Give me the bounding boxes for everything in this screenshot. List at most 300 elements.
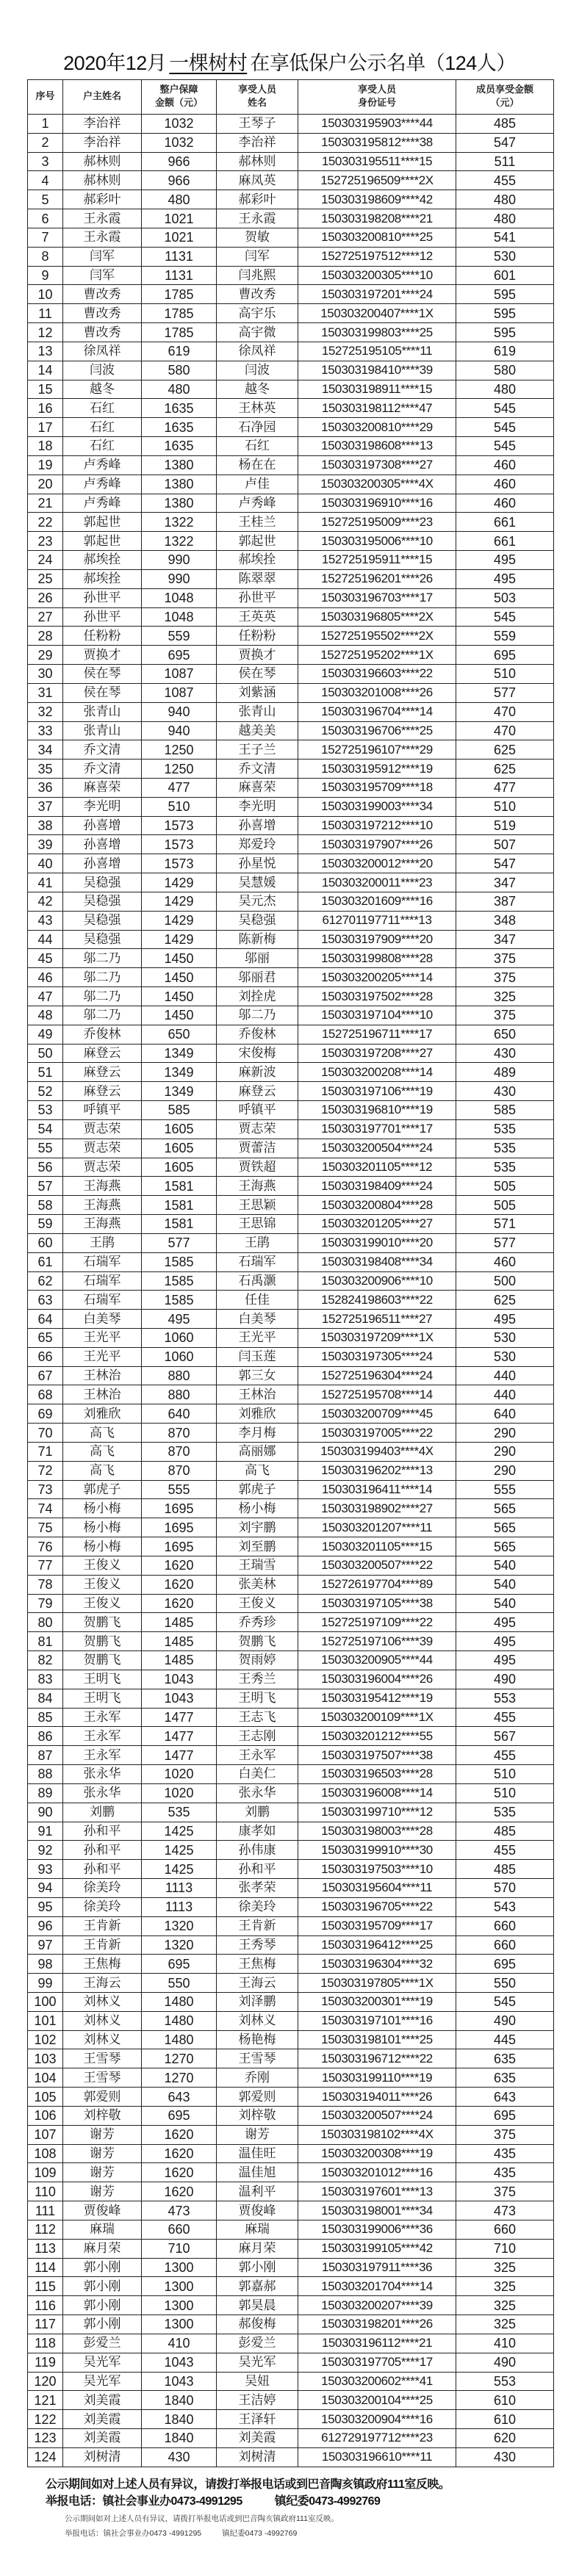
col-index: 99 [28, 1974, 63, 1993]
col-recipient-name: 吴稳强 [217, 911, 298, 930]
col-household-head: 贺鹏飞 [63, 1632, 142, 1651]
col-household-head: 王焦梅 [63, 1955, 142, 1974]
col-recipient-name: 刘鹏 [217, 1803, 298, 1822]
col-household-amount: 1581 [142, 1177, 217, 1196]
phone-discipline-small: 镇纪委0473 -4992769 [222, 2529, 298, 2538]
col-recipient-id: 150303198409****24 [298, 1177, 456, 1196]
col-household-amount: 477 [142, 778, 217, 797]
col-recipient-id: 150303200011****23 [298, 873, 456, 892]
col-recipient-id: 152725196201****26 [298, 569, 456, 588]
col-household-amount: 1585 [142, 1291, 217, 1310]
col-index: 100 [28, 1992, 63, 2011]
table-body [28, 115, 554, 2467]
col-member-amount: 640 [456, 1404, 554, 1424]
col-index: 42 [28, 892, 63, 911]
col-household-amount: 1785 [142, 323, 217, 342]
col-recipient-name: 孙喜增 [217, 816, 298, 835]
col-recipient-name: 李月梅 [217, 1424, 298, 1443]
col-recipient-name: 吴光军 [217, 2353, 298, 2372]
col-member-amount: 480 [456, 209, 554, 228]
col-recipient-name: 谢芳 [217, 2125, 298, 2144]
col-recipient-name: 王永霞 [217, 209, 298, 228]
col-member-amount: 505 [456, 1196, 554, 1215]
col-household-head: 卢秀峰 [63, 455, 142, 475]
col-recipient-name: 曹改秀 [217, 285, 298, 304]
col-household-head: 乔文清 [63, 760, 142, 779]
col-household-head: 刘鹏 [63, 1803, 142, 1822]
table-row [28, 1916, 554, 1935]
col-household-head: 杨小梅 [63, 1537, 142, 1556]
col-recipient-id: 150303195709****18 [298, 778, 456, 797]
col-member-amount: 540 [456, 1575, 554, 1594]
table-row [28, 1291, 554, 1310]
col-household-head: 麻瑞 [63, 2220, 142, 2239]
col-member-amount: 580 [456, 361, 554, 380]
col-index: 121 [28, 2391, 63, 2410]
table-row [28, 1594, 554, 1613]
col-member-amount: 510 [456, 1765, 554, 1784]
col-member-amount: 460 [456, 455, 554, 475]
col-recipient-name: 王洁婷 [217, 2391, 298, 2410]
col-member-amount: 489 [456, 1063, 554, 1082]
col-index: 17 [28, 418, 63, 437]
col-member-amount: 540 [456, 1594, 554, 1613]
col-household-amount: 1620 [142, 1556, 217, 1575]
col-recipient-name: 刘泽鹏 [217, 1992, 298, 2011]
col-recipient-id: 150303197911****36 [298, 2258, 456, 2277]
col-member-amount: 535 [456, 1158, 554, 1177]
col-household-head: 石红 [63, 437, 142, 456]
table-row [28, 854, 554, 873]
col-recipient-name: 王明飞 [217, 1689, 298, 1708]
col-index: 60 [28, 1233, 63, 1252]
col-household-amount: 1250 [142, 760, 217, 779]
col-household-amount: 1425 [142, 1860, 217, 1879]
table-row [28, 1974, 554, 1993]
col-recipient-id: 152725196107****29 [298, 740, 456, 760]
col-recipient-name: 闫波 [217, 361, 298, 380]
footer-phones [46, 2492, 380, 2508]
col-member-amount: 455 [456, 1746, 554, 1765]
col-recipient-name: 吴妞 [217, 2372, 298, 2391]
col-recipient-name: 刘梓敬 [217, 2106, 298, 2125]
col-recipient-id: 150303201105****15 [298, 1537, 456, 1556]
col-member-amount: 460 [456, 494, 554, 513]
col-recipient-id: 150303195412****19 [298, 1689, 456, 1708]
col-household-amount: 1060 [142, 1329, 217, 1348]
col-recipient-id: 150303195604****11 [298, 1879, 456, 1898]
col-member-amount: 495 [456, 551, 554, 570]
col-household-head: 孙和平 [63, 1822, 142, 1841]
col-household-head: 贺鹏飞 [63, 1613, 142, 1632]
table-row [28, 1424, 554, 1443]
col-household-amount: 1322 [142, 513, 217, 532]
col-household-head: 邬二乃 [63, 949, 142, 968]
col-household-head: 刘美霞 [63, 2391, 142, 2410]
col-household-amount: 495 [142, 1310, 217, 1329]
table-row [28, 1025, 554, 1044]
col-recipient-id: 150303196304****32 [298, 1955, 456, 1974]
col-household-head: 王林治 [63, 1385, 142, 1404]
col-recipient-name: 郭小刚 [217, 2258, 298, 2277]
col-recipient-id: 152725197106****39 [298, 1632, 456, 1651]
table-row [28, 1632, 554, 1651]
col-recipient-name: 吴元杰 [217, 892, 298, 911]
col-household-head: 王鹃 [63, 1233, 142, 1252]
table-row [28, 2315, 554, 2334]
col-recipient-id: 150303197701****17 [298, 1119, 456, 1139]
table-row [28, 1822, 554, 1841]
col-recipient-id: 152725195009****23 [298, 513, 456, 532]
col-recipient-id: 150303198003****28 [298, 1822, 456, 1841]
col-member-amount: 535 [456, 1139, 554, 1158]
table-row [28, 2144, 554, 2163]
col-index: 114 [28, 2258, 63, 2277]
col-household-amount: 535 [142, 1803, 217, 1822]
col-household-amount: 1573 [142, 835, 217, 854]
col-household-amount: 1425 [142, 1822, 217, 1841]
col-household-amount: 640 [142, 1404, 217, 1424]
col-member-amount: 430 [456, 2447, 554, 2467]
col-index: 93 [28, 1860, 63, 1879]
col-recipient-id: 150303199803****25 [298, 323, 456, 342]
col-recipient-id: 150303196610****11 [298, 2447, 456, 2467]
col-member-amount: 325 [456, 2296, 554, 2315]
table-row [28, 2447, 554, 2467]
table-row [28, 1063, 554, 1082]
col-member-amount: 661 [456, 513, 554, 532]
col-index: 31 [28, 683, 63, 702]
col-household-amount: 1021 [142, 209, 217, 228]
table-row [28, 2220, 554, 2239]
col-household-amount: 410 [142, 2334, 217, 2353]
col-recipient-id: 152725196304****24 [298, 1366, 456, 1385]
col-member-amount: 375 [456, 1006, 554, 1025]
col-member-amount: 553 [456, 2372, 554, 2391]
col-household-head: 麻登云 [63, 1082, 142, 1101]
col-household-head: 郭小刚 [63, 2258, 142, 2277]
col-household-head: 杨小梅 [63, 1499, 142, 1518]
col-household-head: 吴光军 [63, 2372, 142, 2391]
col-member-amount: 325 [456, 2277, 554, 2296]
col-recipient-id: 150303200905****44 [298, 1651, 456, 1670]
col-household-head: 孙世平 [63, 588, 142, 607]
col-member-amount: 545 [456, 1992, 554, 2011]
col-index: 14 [28, 361, 63, 380]
col-index: 48 [28, 1006, 63, 1025]
col-member-amount: 565 [456, 1537, 554, 1556]
col-household-amount: 1450 [142, 1006, 217, 1025]
col-index: 47 [28, 987, 63, 1006]
col-index: 4 [28, 171, 63, 190]
col-member-amount: 610 [456, 2410, 554, 2429]
col-member-amount: 547 [456, 133, 554, 152]
col-recipient-name: 王桂兰 [217, 513, 298, 532]
col-recipient-id: 150303198208****21 [298, 209, 456, 228]
col-recipient-id: 150303197104****10 [298, 1006, 456, 1025]
col-household-head: 郝林则 [63, 171, 142, 190]
table-row [28, 1252, 554, 1271]
col-household-head: 孙和平 [63, 1841, 142, 1860]
col-household-head: 彭爱兰 [63, 2334, 142, 2353]
col-member-amount: 570 [456, 1879, 554, 1898]
col-household-amount: 473 [142, 2201, 217, 2220]
col-recipient-id: 150303197705****17 [298, 2353, 456, 2372]
col-recipient-id: 152725196711****17 [298, 1025, 456, 1044]
col-household-amount: 1300 [142, 2296, 217, 2315]
col-household-head: 刘雅欣 [63, 1404, 142, 1424]
col-recipient-name: 贾志荣 [217, 1119, 298, 1139]
col-member-amount: 619 [456, 342, 554, 361]
col-recipient-id: 150303196712****22 [298, 2049, 456, 2068]
col-recipient-name: 呼镇平 [217, 1101, 298, 1120]
col-index: 107 [28, 2125, 63, 2144]
col-index: 5 [28, 190, 63, 209]
col-index: 120 [28, 2372, 63, 2391]
table-row [28, 2258, 554, 2277]
col-index: 53 [28, 1101, 63, 1120]
col-member-amount: 387 [456, 892, 554, 911]
phone-label-small: 举报电话： [65, 2529, 104, 2538]
col-member-amount: 559 [456, 627, 554, 646]
table-row [28, 1556, 554, 1575]
col-recipient-id: 150303195709****17 [298, 1916, 456, 1935]
col-recipient-id: 150303201704****14 [298, 2277, 456, 2296]
table-row [28, 2125, 554, 2144]
col-recipient-name: 高飞 [217, 1461, 298, 1480]
col-recipient-id: 150303199010****20 [298, 1233, 456, 1252]
col-household-head: 刘林义 [63, 2011, 142, 2030]
col-recipient-name: 李光明 [217, 797, 298, 816]
col-recipient-id: 150303201012****16 [298, 2163, 456, 2182]
col-index: 79 [28, 1594, 63, 1613]
col-household-amount: 510 [142, 797, 217, 816]
table-row [28, 2011, 554, 2030]
table-row [28, 2106, 554, 2125]
col-member-amount: 375 [456, 968, 554, 987]
col-household-head: 孙和平 [63, 1860, 142, 1879]
table-row [28, 1480, 554, 1499]
col-household-head: 张永华 [63, 1783, 142, 1803]
col-index: 88 [28, 1765, 63, 1784]
col-household-head: 王永军 [63, 1708, 142, 1727]
table-row [28, 1897, 554, 1916]
col-member-amount: 571 [456, 1215, 554, 1234]
phone-social-affairs-small: 镇社会事业办0473 -4991295 [103, 2529, 202, 2538]
col-recipient-id: 152725197109****22 [298, 1613, 456, 1632]
col-index: 59 [28, 1215, 63, 1234]
col-household-amount: 1785 [142, 304, 217, 323]
col-household-head: 石瑞军 [63, 1252, 142, 1271]
col-household-amount: 1620 [142, 2182, 217, 2201]
col-recipient-name: 孙星悦 [217, 854, 298, 873]
col-household-amount: 1032 [142, 133, 217, 152]
col-recipient-name: 张美林 [217, 1575, 298, 1594]
col-recipient-id: 150303200507****24 [298, 2106, 456, 2125]
col-index: 85 [28, 1708, 63, 1727]
col-household-head: 刘林义 [63, 1992, 142, 2011]
col-household-amount: 1113 [142, 1879, 217, 1898]
table-row [28, 569, 554, 588]
col-household-head: 杨小梅 [63, 1518, 142, 1537]
col-household-amount: 1635 [142, 418, 217, 437]
col-recipient-name: 郭三女 [217, 1366, 298, 1385]
col-household-head: 任粉粉 [63, 627, 142, 646]
col-household-head: 郝埃拴 [63, 569, 142, 588]
col-recipient-id: 150303198102****4X [298, 2125, 456, 2144]
col-member-amount: 477 [456, 778, 554, 797]
table-row [28, 152, 554, 171]
col-member-amount: 325 [456, 2315, 554, 2334]
col-recipient-name: 麻凤英 [217, 171, 298, 190]
col-index: 19 [28, 455, 63, 475]
col-index: 98 [28, 1955, 63, 1974]
col-member-amount: 530 [456, 1347, 554, 1366]
table-row [28, 1271, 554, 1291]
col-recipient-id: 150303198101****25 [298, 2030, 456, 2049]
col-member-amount: 625 [456, 760, 554, 779]
col-recipient-id: 150303200804****28 [298, 1196, 456, 1215]
col-household-head: 李光明 [63, 797, 142, 816]
col-recipient-name: 闫军 [217, 247, 298, 266]
col-household-head: 邬二乃 [63, 987, 142, 1006]
col-household-head: 刘梓敬 [63, 2106, 142, 2125]
col-index: 102 [28, 2030, 63, 2049]
table-row [28, 2429, 554, 2448]
col-member-amount: 455 [456, 1841, 554, 1860]
col-recipient-name: 邬二乃 [217, 1006, 298, 1025]
col-recipient-id: 150303197308****27 [298, 455, 456, 475]
col-member-amount: 440 [456, 1385, 554, 1404]
col-index: 82 [28, 1651, 63, 1670]
col-household-head: 贾志荣 [63, 1139, 142, 1158]
col-recipient-name: 石红 [217, 437, 298, 456]
col-index: 95 [28, 1897, 63, 1916]
col-member-amount: 507 [456, 835, 554, 854]
col-recipient-id: 150303196910****16 [298, 494, 456, 513]
col-member-amount: 503 [456, 588, 554, 607]
col-index: 62 [28, 1271, 63, 1291]
col-recipient-id: 150303199006****36 [298, 2220, 456, 2239]
table-row [28, 1385, 554, 1404]
col-recipient-name: 王永军 [217, 1746, 298, 1765]
col-recipient-name: 王光平 [217, 1329, 298, 1348]
col-household-amount: 1020 [142, 1765, 217, 1784]
table-row [28, 627, 554, 646]
col-member-amount: 495 [456, 1310, 554, 1329]
col-household-head: 王俊义 [63, 1575, 142, 1594]
table-row [28, 1366, 554, 1385]
col-household-head: 刘树清 [63, 2447, 142, 2467]
col-recipient-name: 刘紫涵 [217, 683, 298, 702]
table-row [28, 1746, 554, 1765]
table-row [28, 2410, 554, 2429]
col-recipient-id: 150303198608****13 [298, 437, 456, 456]
col-household-amount: 1605 [142, 1158, 217, 1177]
col-household-amount: 1322 [142, 532, 217, 551]
col-recipient-name: 王海云 [217, 1974, 298, 1993]
col-household-head: 王雪琴 [63, 2068, 142, 2088]
col-household-amount: 1573 [142, 816, 217, 835]
col-index: 109 [28, 2163, 63, 2182]
col-recipient-id: 150303197005****22 [298, 1424, 456, 1443]
col-member-amount: 480 [456, 380, 554, 399]
col-household-amount: 1021 [142, 228, 217, 247]
table-row [28, 2391, 554, 2410]
col-index: 35 [28, 760, 63, 779]
col-recipient-id: 150303200810****25 [298, 228, 456, 247]
col-household-head: 王永霞 [63, 209, 142, 228]
col-household-amount: 1480 [142, 1992, 217, 2011]
col-index: 118 [28, 2334, 63, 2353]
col-member-amount: 290 [456, 1461, 554, 1480]
table-row [28, 1727, 554, 1746]
col-member-amount: 440 [456, 1366, 554, 1385]
col-index: 40 [28, 854, 63, 873]
col-recipient-id: 150303197305****24 [298, 1347, 456, 1366]
col-recipient-name: 闫兆熙 [217, 266, 298, 285]
col-recipient-id: 152725195911****15 [298, 551, 456, 570]
col-recipient-name: 刘雅欣 [217, 1404, 298, 1424]
col-recipient-name: 吴慧媛 [217, 873, 298, 892]
table-row [28, 2182, 554, 2201]
col-recipient-name: 温佳旭 [217, 2163, 298, 2182]
col-recipient-name: 卢佳 [217, 475, 298, 494]
recipient-table [27, 79, 554, 2467]
table-row [28, 266, 554, 285]
col-index: 43 [28, 911, 63, 930]
table-row [28, 873, 554, 892]
table-row [28, 1992, 554, 2011]
col-household-head: 石瑞军 [63, 1271, 142, 1291]
col-household-amount: 660 [142, 2220, 217, 2239]
col-recipient-name: 郭嘉郝 [217, 2277, 298, 2296]
col-household-head: 孙喜增 [63, 854, 142, 873]
col-member-amount: 545 [456, 399, 554, 418]
col-household-head: 吴光军 [63, 2353, 142, 2372]
col-index: 58 [28, 1196, 63, 1215]
table-row [28, 816, 554, 835]
col-recipient-id: 150303197601****13 [298, 2182, 456, 2201]
col-household-amount: 430 [142, 2447, 217, 2467]
col-member-amount: 495 [456, 569, 554, 588]
col-index: 64 [28, 1310, 63, 1329]
table-row [28, 1196, 554, 1215]
col-index: 83 [28, 1670, 63, 1689]
col-member-amount: 555 [456, 1480, 554, 1499]
col-household-amount: 1380 [142, 455, 217, 475]
col-recipient-id: 150303201105****12 [298, 1158, 456, 1177]
table-row [28, 1233, 554, 1252]
col-recipient-id: 152726197704****89 [298, 1575, 456, 1594]
col-index: 30 [28, 665, 63, 684]
col-recipient-id: 150303200205****14 [298, 968, 456, 987]
col-index: 94 [28, 1879, 63, 1898]
col-member-amount: 347 [456, 873, 554, 892]
col-household-head: 闫波 [63, 361, 142, 380]
col-household-head: 高飞 [63, 1424, 142, 1443]
col-recipient-name: 闫玉莲 [217, 1347, 298, 1366]
col-member-amount: 290 [456, 1424, 554, 1443]
col-household-amount: 1048 [142, 607, 217, 627]
col-recipient-id: 612701197711****13 [298, 911, 456, 930]
phone-discipline: 镇纪委0473-4992769 [274, 2495, 381, 2508]
col-household-head: 曹改秀 [63, 304, 142, 323]
col-index: 71 [28, 1442, 63, 1461]
col-recipient-id: 150303200906****10 [298, 1271, 456, 1291]
col-index: 74 [28, 1499, 63, 1518]
table-row [28, 721, 554, 740]
